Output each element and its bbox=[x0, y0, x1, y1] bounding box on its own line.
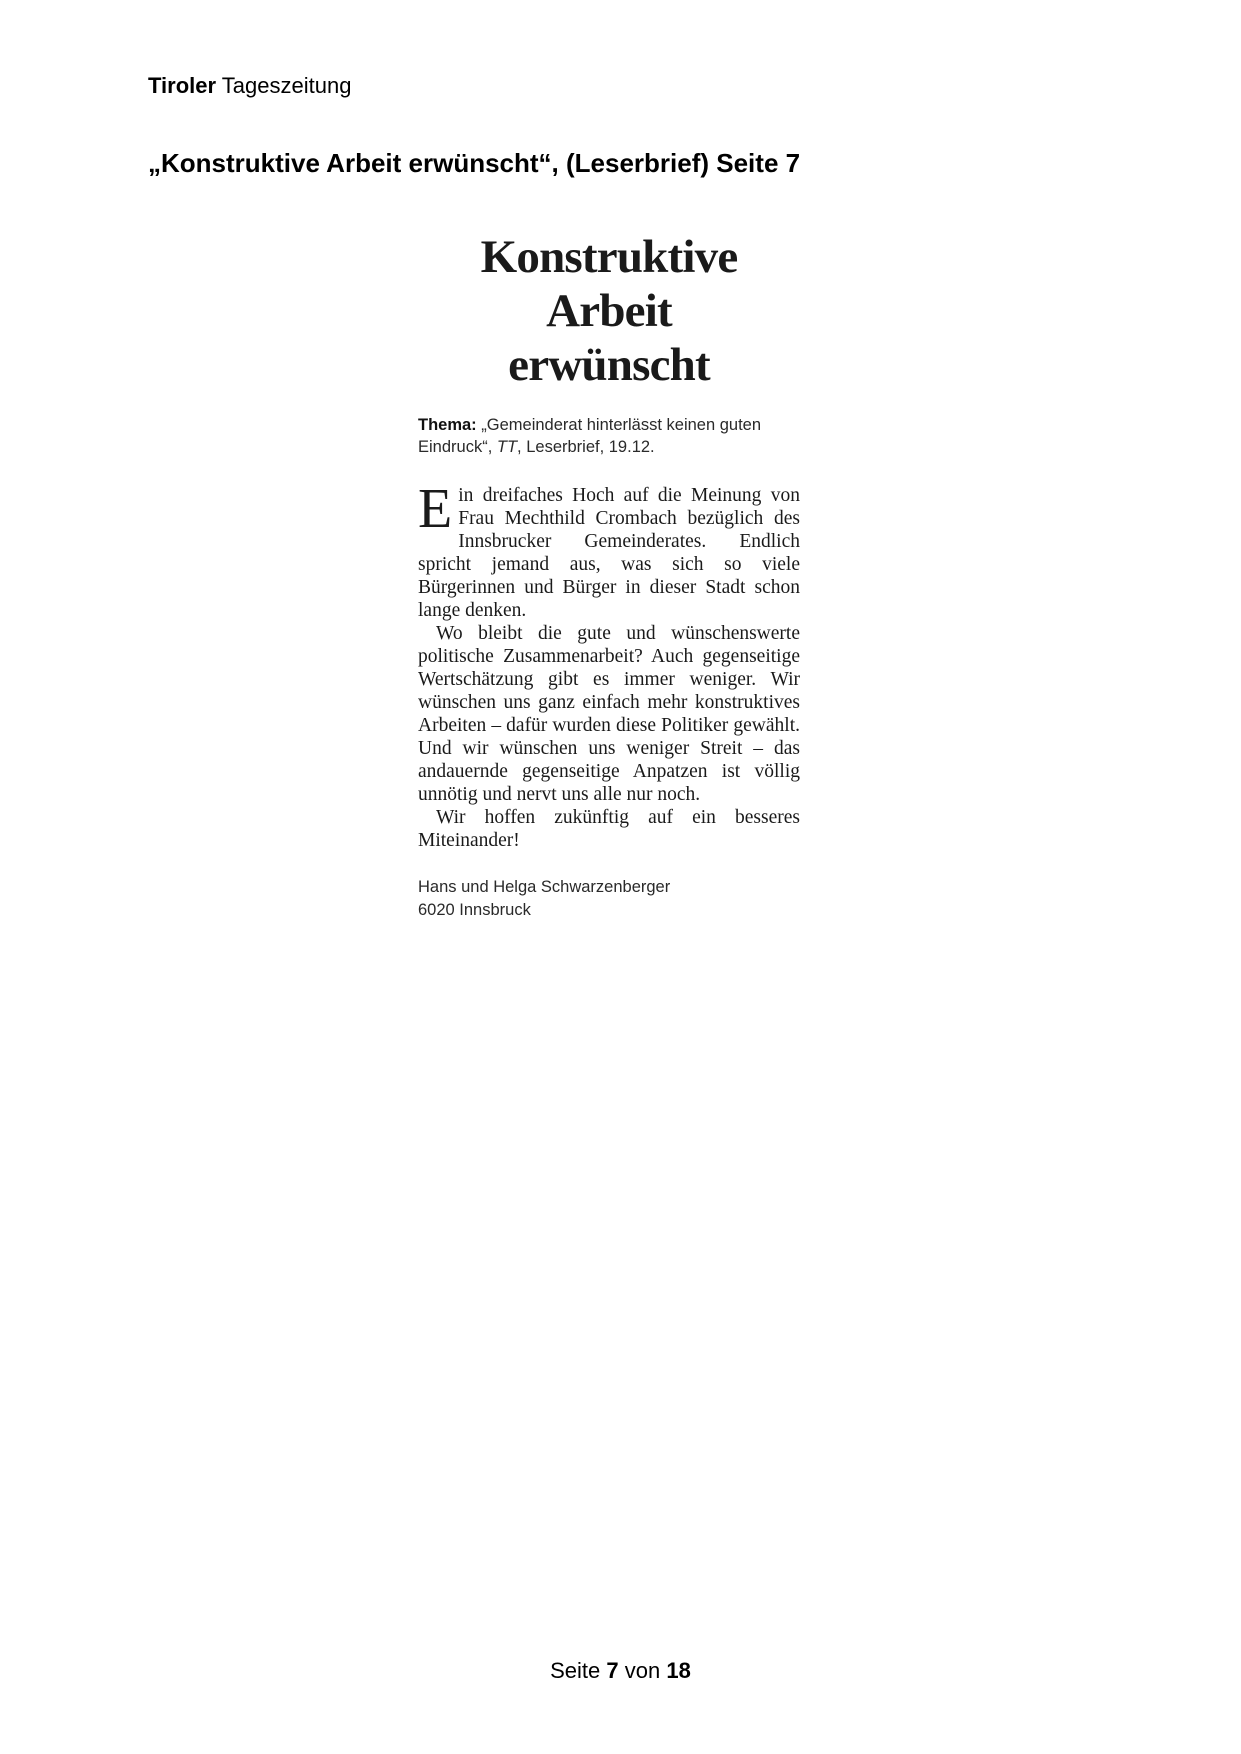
footer-total-pages: 18 bbox=[666, 1658, 691, 1683]
article-topic bbox=[418, 414, 800, 458]
drop-cap: E bbox=[418, 478, 453, 540]
publication-name bbox=[148, 72, 351, 100]
footer-middle: von bbox=[624, 1658, 661, 1683]
topic-text: „Gemeinderat hinterlässt keinen guten Eindruck“, bbox=[418, 416, 762, 456]
author-name: Hans und Helga Schwarzenberger bbox=[418, 878, 671, 896]
publication-name-rest: Tageszeitung bbox=[221, 73, 352, 98]
article-headline bbox=[418, 230, 800, 392]
page-footer bbox=[0, 1657, 1241, 1685]
letter-paragraph-1 bbox=[418, 478, 800, 622]
headline-line-2: erwünscht bbox=[508, 339, 710, 391]
newspaper-clipping bbox=[418, 230, 800, 922]
author-location: 6020 Innsbruck bbox=[418, 901, 531, 919]
document-title: „Konstruktive Arbeit erwünscht“, (Leserbrief) Seite 7 bbox=[148, 148, 801, 178]
footer-page-number: 7 bbox=[606, 1658, 619, 1683]
letter-paragraph-3: Wir hoffen zukünftig auf ein besseres Miteinander! bbox=[418, 807, 800, 851]
topic-source: TT bbox=[496, 438, 518, 456]
paragraph-1-text: in dreifaches Hoch auf die Meinung von Frau Mechthild Crombach bezüglich des Innsbrucker Gemeinderates. Endlich spricht jemand aus, was sich so viele Bürgerinnen und Bürger in dieser Stadt schon lange denken. bbox=[418, 485, 800, 621]
publication-name-bold: Tiroler bbox=[148, 73, 217, 98]
topic-rest: , Leserbrief, 19.12. bbox=[517, 438, 655, 456]
letter-paragraph-2: Wo bleibt die gute und wünschenswerte politische Zusammenarbeit? Auch gegenseitige Wertschätzung gibt es immer weniger. Wir wünschen uns ganz einfach mehr konstruktives Arbeiten – dafür wurden diese Politiker gewählt. Und wir wünschen uns weniger Streit – das andauernde gegenseitige Anpatzen ist völlig unnötig und nervt uns alle nur noch. bbox=[418, 623, 800, 805]
letter-body bbox=[418, 478, 800, 852]
headline-line-1: Konstruktive Arbeit bbox=[480, 231, 738, 337]
topic-label: Thema: bbox=[418, 416, 477, 434]
letter-signature bbox=[418, 876, 800, 922]
footer-prefix: Seite bbox=[550, 1658, 601, 1683]
